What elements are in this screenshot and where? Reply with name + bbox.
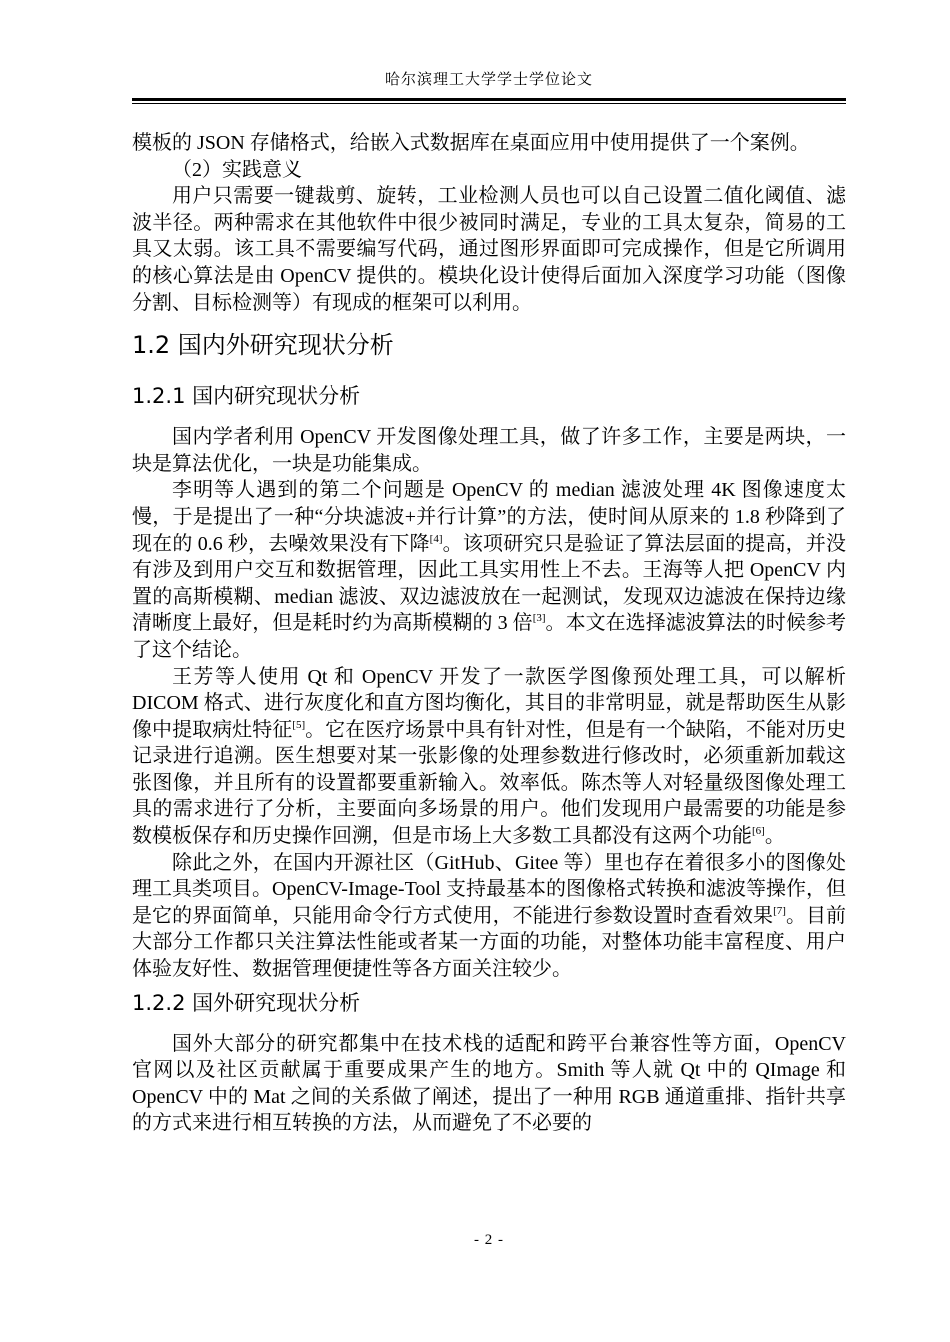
paragraph-wangfang-chenjie: [132, 664, 846, 850]
text-run: 。: [764, 825, 785, 848]
text-run: 。它在医疗场景中具有针对性，但是有一个缺陷，不能对历史记录进行追溯。医生想要对某一张影像的处理参数进行修改时，必须重新加载这张图像，并且所有的设置都要重新输入。效率低。陈杰等人对轻量级图像处理工具的需求进行了分析，主要面向多场景的用户。他们发现用户最需要的功能是参数模板保存和历史操作回溯，但是市场上大多数工具都没有这两个功能: [132, 718, 847, 848]
section-heading-1-2: 1.2 国内外研究现状分析: [132, 331, 394, 360]
section-heading-1-2-2: 1.2.2 国外研究现状分析: [132, 990, 361, 1015]
subheading-practical-significance: （2）实践意义: [172, 158, 302, 181]
text-run: 。目前大部分工作都只关注算法性能或者某一方面的功能，对整体功能丰富程度、用户体验友好性、数据管理便捷性等各方面关注较少。: [132, 904, 847, 981]
page-number: - 2 -: [474, 1232, 504, 1248]
citation-ref: [3]: [532, 612, 546, 625]
paragraph-open-source: [132, 850, 846, 983]
text-run: 。该项研究只是验证了算法层面的提高，并没有涉及到用户交互和数据管理，因此工具实用性上不去。王海等人把 OpenCV 内置的高斯模糊、median 滤波、双边滤波放在一起测试，发现双边滤波在保持边缘清晰度上最好，但是耗时约为高斯模糊的 3 倍: [132, 532, 847, 635]
paragraph-practical-significance: 用户只需要一键裁剪、旋转，工业检测人员也可以自己设置二值化阈值、滤波半径。两种需求在其他软件中很少被同时满足，专业的工具太复杂，简易的工具又太弱。该工具不需要编写代码，通过图形界面即可完成操作，但是它所调用的核心算法是由 OpenCV 提供的。模块化设计使得后面加入深度学习功能（图像分割、目标检测等）有现成的框架可以利用。: [132, 185, 846, 314]
citation-ref: [7]: [773, 904, 786, 917]
paragraph-continuation: 模板的 JSON 存储格式，给嵌入式数据库在桌面应用中使用提供了一个案例。: [132, 132, 810, 154]
header-rule: [132, 98, 846, 101]
text-run: 王芳等人使用 Qt 和 OpenCV 开发了一款医学图像预处理工具，可以解析 DICOM 格式、进行灰度化和直方图均衡化，其目的非常明显，就是帮助医生从影像中提取病灶特征: [132, 665, 846, 741]
text-run: 。本文在选择滤波算法的时候参考了这个结论。: [132, 612, 847, 661]
paragraph-domestic-intro: 国内学者利用 OpenCV 开发图像处理工具，做了许多工作，主要是两块，一块是算法优化，一块是功能集成。: [132, 426, 846, 475]
page-header-title: 哈尔滨理工大学学士学位论文: [384, 72, 593, 88]
text-run: 除此之外，在国内开源社区（GitHub、Gitee 等）里也存在着很多小的图像处理工具类项目。OpenCV-Image-Tool 支持最基本的图像格式转换和滤波等操作，但是它的界面简单，只能用命令行方式使用，不能进行参数设置时查看效果: [132, 851, 846, 927]
citation-ref: [5]: [292, 718, 306, 731]
document-body: [132, 130, 846, 1137]
citation-ref: [4]: [429, 532, 443, 545]
paragraph-liming-wanghai: [132, 477, 846, 663]
section-heading-1-2-1: 1.2.1 国内研究现状分析: [132, 384, 361, 409]
paragraph-foreign-intro: 国外大部分的研究都集中在技术栈的适配和跨平台兼容性等方面，OpenCV 官网以及社区贡献属于重要成果产生的地方。Smith 等人就 Qt 中的 QImage 和 OpenCV 中的 Mat 之间的关系做了阐述，提出了一种用 RGB 通道重排、指针共享的方式来进行相互转换的方法，从而避免了不必要的: [132, 1032, 846, 1135]
citation-ref: [6]: [752, 825, 765, 838]
text-run: 李明等人遇到的第二个问题是 OpenCV 的 median 滤波处理 4K 图像速度太慢，于是提出了一种“分块滤波+并行计算”的方法，使时间从原来的 1.8 秒降到了现在的 0.6 秒，去噪效果没有下降: [132, 479, 846, 555]
header-rule-thin: [132, 103, 846, 104]
